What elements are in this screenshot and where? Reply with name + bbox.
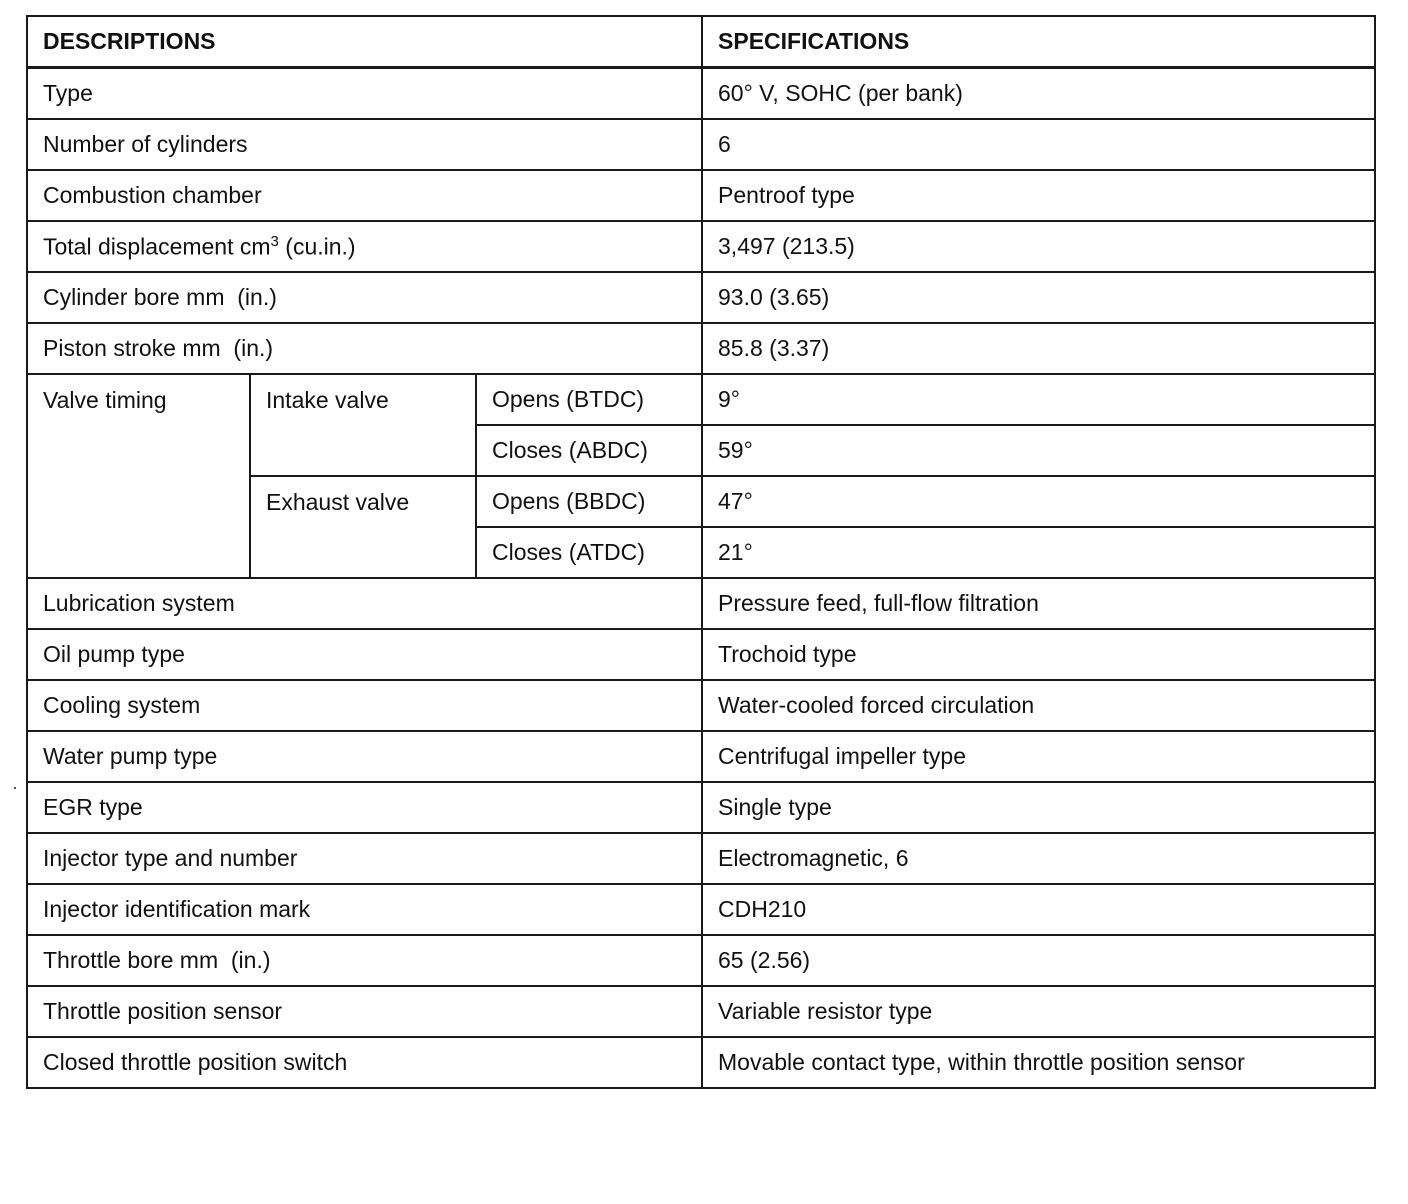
description-cell: EGR type [27, 782, 702, 833]
specification-cell: 60° V, SOHC (per bank) [702, 68, 1375, 120]
table-row [27, 1037, 1375, 1088]
description-cell: Water pump type [27, 731, 702, 782]
exhaust-opens-value: 47° [702, 476, 1375, 527]
specification-cell: Pressure feed, full-flow filtration [702, 578, 1375, 629]
header-specifications: SPECIFICATIONS [702, 16, 1375, 68]
header-descriptions: DESCRIPTIONS [27, 16, 702, 68]
description-cell: Lubrication system [27, 578, 702, 629]
description-cell: Throttle bore mm (in.) [27, 935, 702, 986]
table-row [27, 221, 1375, 272]
specification-cell: 65 (2.56) [702, 935, 1375, 986]
description-cell: Injector identification mark [27, 884, 702, 935]
description-cell: Injector type and number [27, 833, 702, 884]
table-row [27, 680, 1375, 731]
description-cell: Cylinder bore mm (in.) [27, 272, 702, 323]
specification-cell: 93.0 (3.65) [702, 272, 1375, 323]
description-cell [27, 221, 702, 272]
description-cell: Closed throttle position switch [27, 1037, 702, 1088]
exhaust-valve-label: Exhaust valve [250, 476, 476, 578]
table-row [27, 272, 1375, 323]
intake-closes-value: 59° [702, 425, 1375, 476]
table-row [27, 782, 1375, 833]
intake-closes-label: Closes (ABDC) [476, 425, 702, 476]
specification-cell: 85.8 (3.37) [702, 323, 1375, 374]
table-row [27, 935, 1375, 986]
superscript-exponent: 3 [270, 233, 279, 251]
specification-cell: Centrifugal impeller type [702, 731, 1375, 782]
specification-cell: Electromagnetic, 6 [702, 833, 1375, 884]
table-row [27, 629, 1375, 680]
description-cell: Number of cylinders [27, 119, 702, 170]
table-row [27, 68, 1375, 120]
description-text: Total displacement cm [43, 233, 271, 260]
table-row [27, 119, 1375, 170]
description-unit: (cu.in.) [278, 233, 356, 260]
description-cell: Type [27, 68, 702, 120]
specification-cell: Pentroof type [702, 170, 1375, 221]
intake-opens-value: 9° [702, 374, 1375, 425]
scan-speck [14, 787, 16, 789]
specification-cell: Variable resistor type [702, 986, 1375, 1037]
description-cell: Throttle position sensor [27, 986, 702, 1037]
exhaust-closes-value: 21° [702, 527, 1375, 578]
engine-spec-table [26, 15, 1376, 1089]
specification-cell: Trochoid type [702, 629, 1375, 680]
table-row [27, 578, 1375, 629]
description-cell: Piston stroke mm (in.) [27, 323, 702, 374]
table-row [27, 986, 1375, 1037]
specification-cell: 6 [702, 119, 1375, 170]
valve-timing-row [27, 374, 1375, 425]
specification-cell: CDH210 [702, 884, 1375, 935]
specification-cell: Single type [702, 782, 1375, 833]
exhaust-opens-label: Opens (BBDC) [476, 476, 702, 527]
specification-cell: 3,497 (213.5) [702, 221, 1375, 272]
table-header-row [27, 16, 1375, 68]
exhaust-closes-label: Closes (ATDC) [476, 527, 702, 578]
table-row [27, 731, 1375, 782]
description-cell: Oil pump type [27, 629, 702, 680]
intake-valve-label: Intake valve [250, 374, 476, 476]
specification-cell: Water-cooled forced circulation [702, 680, 1375, 731]
specification-cell: Movable contact type, within throttle position sensor [702, 1037, 1375, 1088]
table-row [27, 884, 1375, 935]
valve-timing-label: Valve timing [27, 374, 250, 578]
intake-opens-label: Opens (BTDC) [476, 374, 702, 425]
table-row [27, 833, 1375, 884]
table-row [27, 170, 1375, 221]
description-cell: Cooling system [27, 680, 702, 731]
table-row [27, 323, 1375, 374]
description-cell: Combustion chamber [27, 170, 702, 221]
